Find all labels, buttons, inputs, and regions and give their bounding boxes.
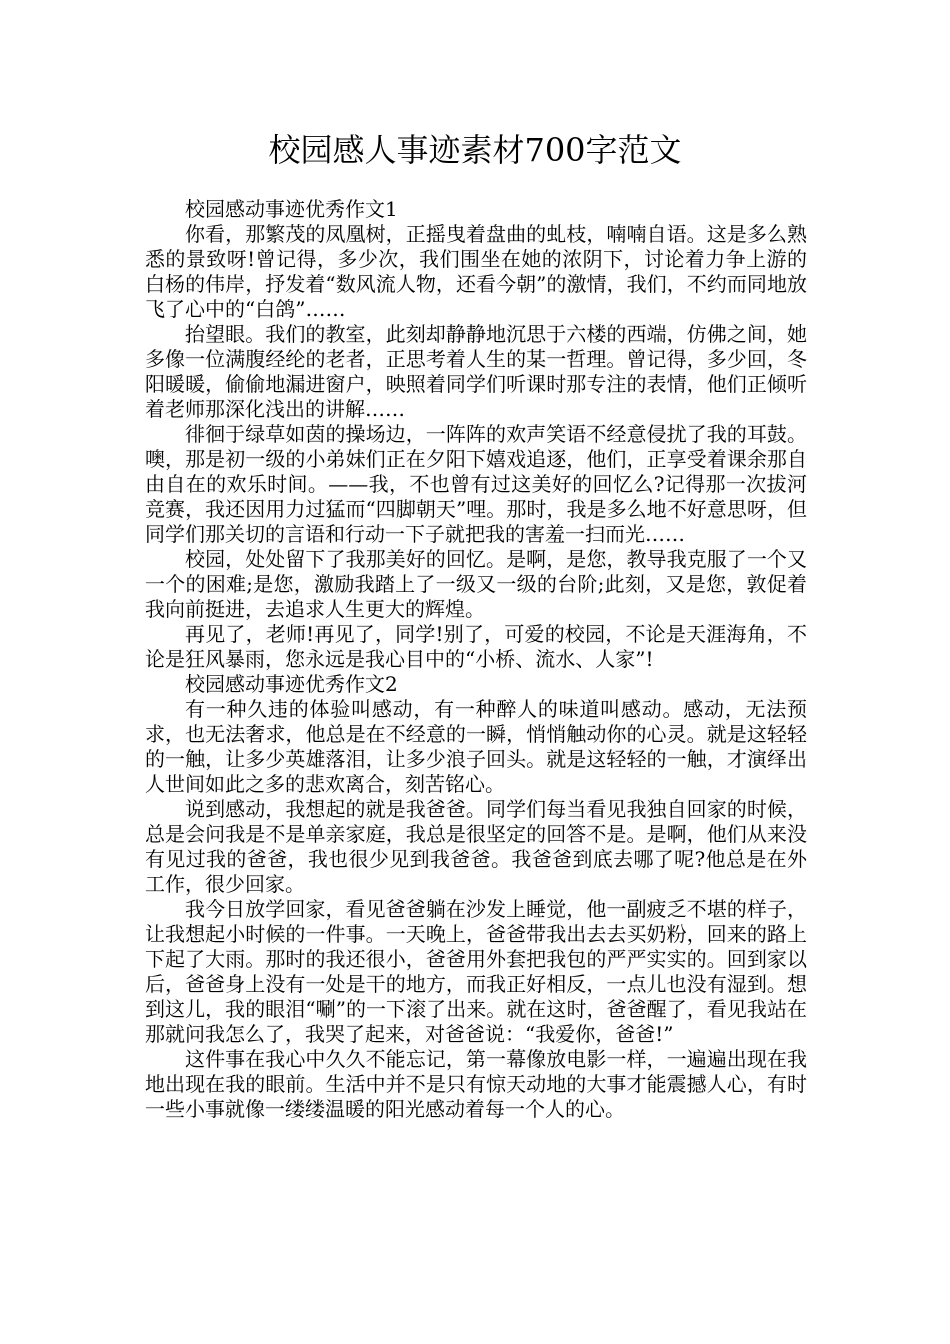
paragraph: 徘徊于绿草如茵的操场边，一阵阵的欢声笑语不经意侵扰了我的耳鼓。噢，那是初一级的小弟妹们正在夕阳下嬉戏追逐，他们，正享受着课余那自由自在的欢乐时间。——我，不也曾有过这美好的回忆么?记得那一次拔河竞赛，我还因用力过猛而“四脚朝天”哩。那时，我是多么地不好意思呀，但同学们那关切的言语和行动一下子就把我的害羞一扫而光…… <box>145 422 807 546</box>
paragraph: 你看，那繁茂的凤凰树，正摇曳着盘曲的虬枝，喃喃自语。这是多么熟悉的景致呀!曾记得，多少次，我们围坐在她的浓阴下，讨论着力争上游的白杨的伟岸，抒发着“数风流人物，还看今朝”的激情，我们，不约而同地放飞了心中的“白鸽”…… <box>145 222 807 321</box>
document-title: 校园感人事迹素材700字范文 <box>268 131 682 169</box>
paragraph: 有一种久违的体验叫感动，有一种醉人的味道叫感动。感动，无法预求，也无法奢求，他总是在不经意的一瞬，悄悄触动你的心灵。就是这轻轻的一触，让多少英雄落泪，让多少浪子回头。就是这轻轻的一触，才演绎出人世间如此之多的悲欢离合，刻苦铭心。 <box>145 697 807 796</box>
paragraph: 说到感动，我想起的就是我爸爸。同学们每当看见我独自回家的时候，总是会问我是不是单亲家庭，我总是很坚定的回答不是。是啊，他们从来没有见过我的爸爸，我也很少见到我爸爸。我爸爸到底去哪了呢?他总是在外工作，很少回家。 <box>145 797 807 896</box>
document-body <box>145 197 807 1122</box>
paragraph: 抬望眼。我们的教室，此刻却静静地沉思于六楼的西端，仿佛之间，她多像一位满腹经纶的老者，正思考着人生的某一哲理。曾记得，多少回，冬阳暖暖，偷偷地漏进窗户，映照着同学们听课时那专注的表情，他们正倾听着老师那深化浅出的讲解…… <box>145 322 807 421</box>
paragraph: 这件事在我心中久久不能忘记，第一幕像放电影一样，一遍遍出现在我地出现在我的眼前。生活中并不是只有惊天动地的大事才能震撼人心，有时一些小事就像一缕缕温暖的阳光感动着每一个人的心。 <box>145 1047 807 1121</box>
paragraph: 校园，处处留下了我那美好的回忆。是啊，是您，教导我克服了一个又一个的困难;是您，激励我踏上了一级又一级的台阶;此刻，又是您，敦促着我向前挺进，去追求人生更大的辉煌。 <box>145 547 807 621</box>
essay-heading: 校园感动事迹优秀作文1 <box>185 197 398 221</box>
essay-heading: 校园感动事迹优秀作文2 <box>185 672 398 696</box>
paragraph: 我今日放学回家，看见爸爸躺在沙发上睡觉，他一副疲乏不堪的样子，让我想起小时候的一件事。一天晚上，爸爸带我出去去买奶粉，回来的路上下起了大雨。那时的我还很小，爸爸用外套把我包的严严实实的。回到家以后，爸爸身上没有一处是干的地方，而我正好相反，一点儿也没有湿到。想到这儿，我的眼泪“唰”的一下滚了出来。就在这时，爸爸醒了，看见我站在那就问我怎么了，我哭了起来，对爸爸说：“我爱你，爸爸!” <box>145 897 807 1046</box>
paragraph: 再见了，老师!再见了，同学!别了，可爱的校园，不论是天涯海角，不论是狂风暴雨，您永远是我心目中的“小桥、流水、人家”! <box>145 622 807 671</box>
